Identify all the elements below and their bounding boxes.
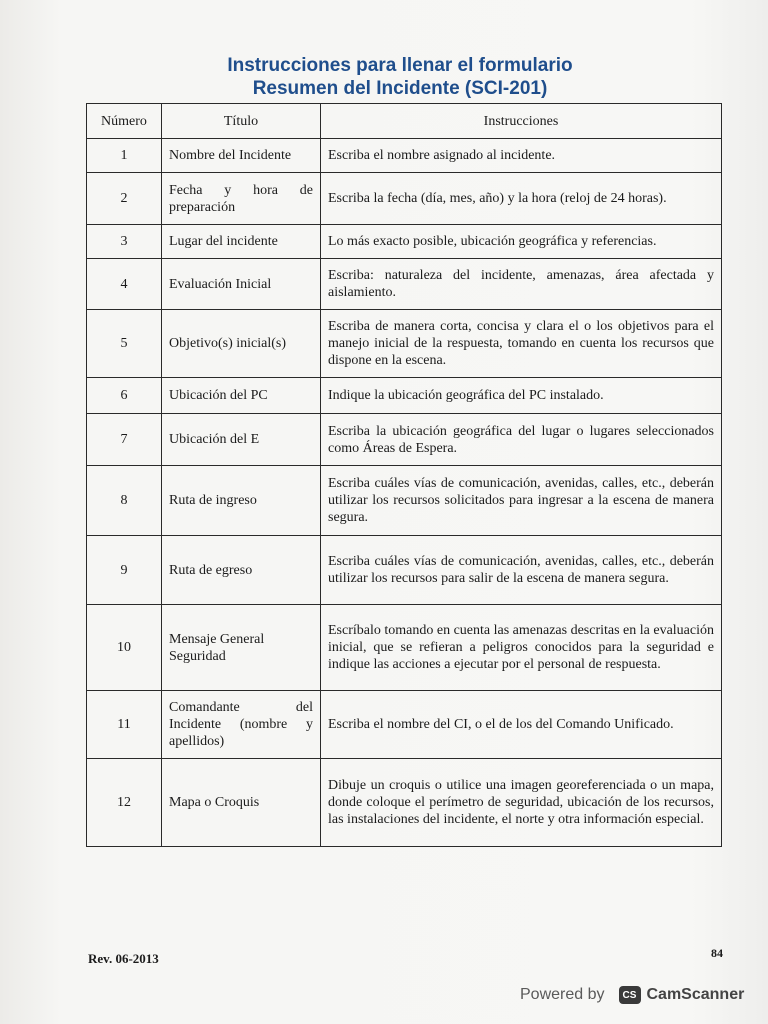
cell-number: 1	[87, 139, 162, 173]
cell-title: Lugar del incidente	[162, 225, 321, 259]
table-row	[87, 691, 722, 759]
cell-title: Fecha y hora de preparación	[162, 173, 321, 225]
cell-instructions: Escriba: naturaleza del incidente, amenazas, área afectada y aislamiento.	[321, 259, 722, 310]
cell-instructions: Indique la ubicación geográfica del PC instalado.	[321, 378, 722, 414]
cell-number: 7	[87, 414, 162, 466]
table-row	[87, 605, 722, 691]
revision-label: Rev. 06-2013	[88, 951, 159, 966]
camscanner-logo-icon: CS	[619, 986, 641, 1004]
cell-number: 6	[87, 378, 162, 414]
cell-instructions: Escriba de manera corta, concisa y clara el o los objetivos para el manejo inicial de la respuesta, tomando en cuenta los recursos que dispone en la escena.	[321, 310, 722, 378]
cell-number: 10	[87, 605, 162, 691]
cell-instructions: Escriba el nombre del CI, o el de los del Comando Unificado.	[321, 691, 722, 759]
header-title: Título	[162, 104, 321, 139]
header-number: Número	[87, 104, 162, 139]
page-title	[0, 54, 768, 100]
cell-number: 4	[87, 259, 162, 310]
table-row	[87, 466, 722, 536]
cell-number: 12	[87, 759, 162, 847]
cell-title: Objetivo(s) inicial(s)	[162, 310, 321, 378]
title-line-2: Resumen del Incidente (SCI-201)	[252, 78, 548, 99]
table-row	[87, 759, 722, 847]
cell-title: Ruta de ingreso	[162, 466, 321, 536]
cell-number: 5	[87, 310, 162, 378]
page-number: 84	[711, 946, 723, 960]
cell-instructions: Escriba el nombre asignado al incidente.	[321, 139, 722, 173]
table-row	[87, 310, 722, 378]
table-row	[87, 414, 722, 466]
cell-title: Mensaje General Seguridad	[162, 605, 321, 691]
cell-instructions: Escriba cuáles vías de comunicación, avenidas, calles, etc., deberán utilizar los recursos solicitados para ingresar a la escena de manera segura.	[321, 466, 722, 536]
cell-title: Ubicación del E	[162, 414, 321, 466]
cell-title: Nombre del Incidente	[162, 139, 321, 173]
powered-by-text: Powered by	[520, 986, 605, 1003]
cell-instructions: Lo más exacto posible, ubicación geográfica y referencias.	[321, 225, 722, 259]
cell-number: 2	[87, 173, 162, 225]
table-row	[87, 225, 722, 259]
table-row	[87, 536, 722, 605]
cell-title: Comandante del Incidente (nombre y apellidos)	[162, 691, 321, 759]
cell-number: 11	[87, 691, 162, 759]
instructions-table	[86, 103, 722, 847]
cell-title: Ubicación del PC	[162, 378, 321, 414]
cell-instructions: Dibuje un croquis o utilice una imagen georeferenciada o un mapa, donde coloque el perímetro de seguridad, ubicación de los recursos, las instalaciones del incidente, el norte y otra información especial.	[321, 759, 722, 847]
cell-number: 9	[87, 536, 162, 605]
cell-number: 8	[87, 466, 162, 536]
cell-title: Evaluación Inicial	[162, 259, 321, 310]
table-row	[87, 378, 722, 414]
table-header-row	[87, 104, 722, 139]
table-row	[87, 259, 722, 310]
cell-instructions: Escriba la ubicación geográfica del lugar o lugares seleccionados como Áreas de Espera.	[321, 414, 722, 466]
camscanner-brand: CamScanner	[646, 986, 745, 1003]
cell-number: 3	[87, 225, 162, 259]
cell-title: Ruta de egreso	[162, 536, 321, 605]
cell-instructions: Escríbalo tomando en cuenta las amenazas descritas en la evaluación inicial, que se refieran a peligros conocidos para la seguridad e indique las acciones a ejecutar por el personal de respuesta.	[321, 605, 722, 691]
title-line-1: Instrucciones para llenar el formulario	[227, 55, 573, 76]
table-row	[87, 139, 722, 173]
cell-instructions: Escriba cuáles vías de comunicación, avenidas, calles, etc., deberán utilizar los recursos para salir de la escena de manera segura.	[321, 536, 722, 605]
header-instructions: Instrucciones	[321, 104, 722, 139]
table-row	[87, 173, 722, 225]
cell-instructions: Escriba la fecha (día, mes, año) y la hora (reloj de 24 horas).	[321, 173, 722, 225]
camscanner-watermark	[520, 986, 744, 1004]
cell-title: Mapa o Croquis	[162, 759, 321, 847]
